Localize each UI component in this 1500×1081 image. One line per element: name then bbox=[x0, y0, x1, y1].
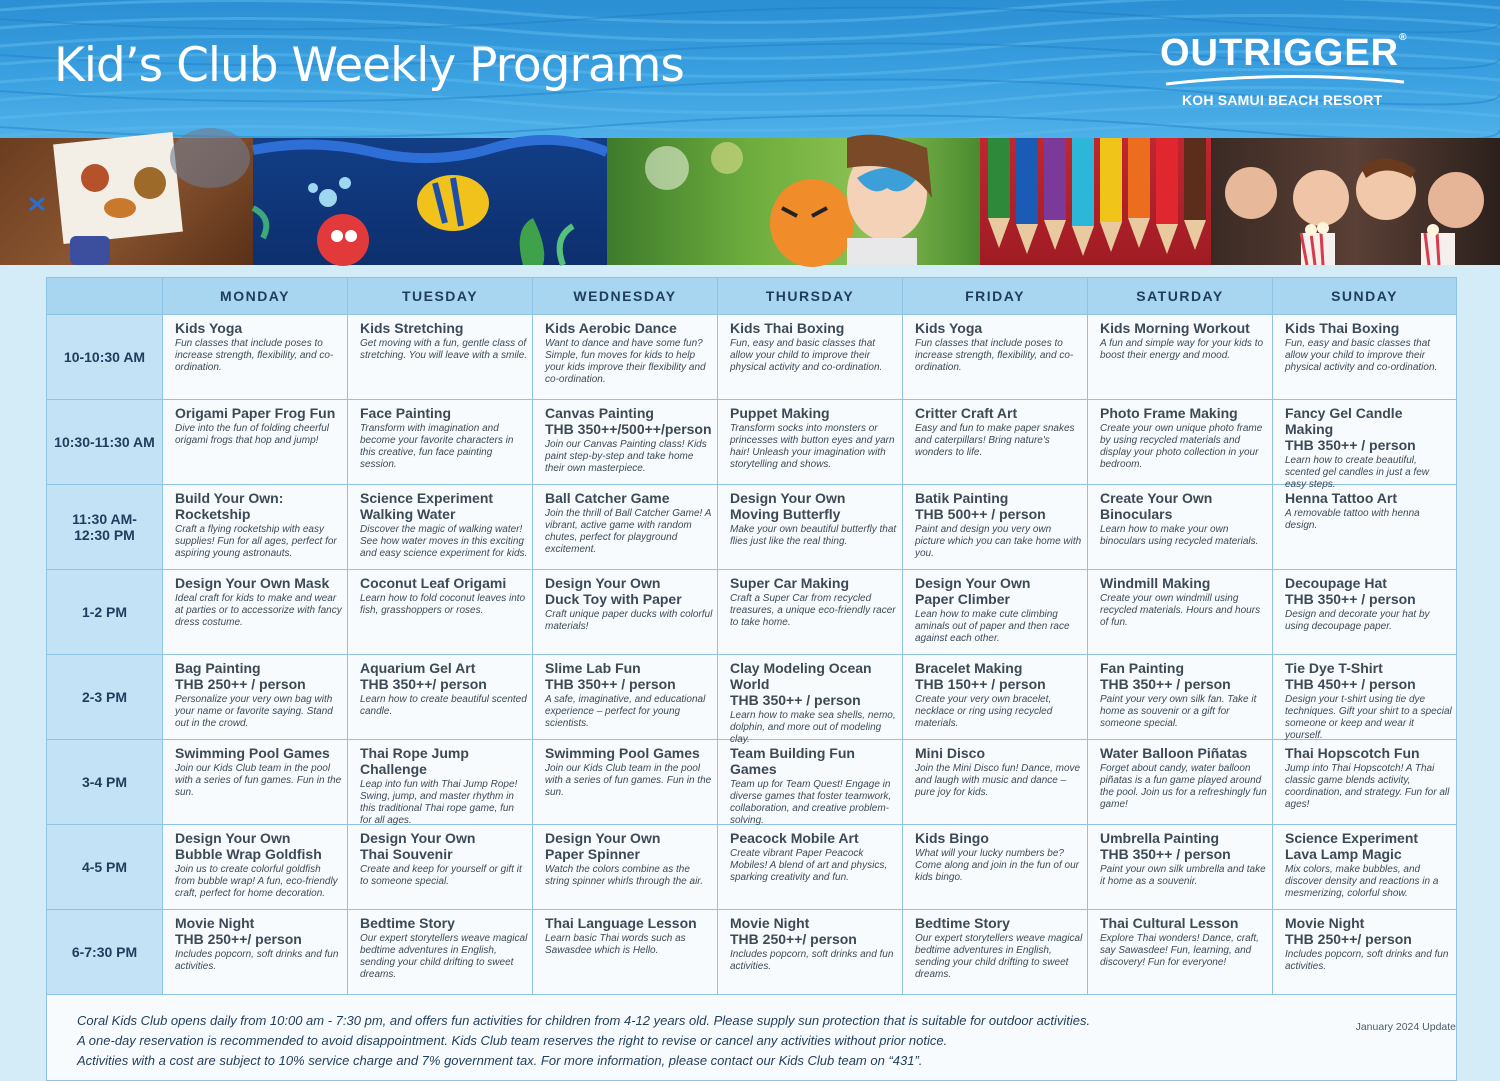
activity-title: Design Your Own Bubble Wrap Goldfish bbox=[175, 830, 322, 862]
activity-description: Fun classes that include poses to increase strength, flexibility, and co-ordination. bbox=[175, 338, 334, 373]
activity-description: Make your own beautiful butterfly that flies just like the real thing. bbox=[730, 524, 897, 547]
activity-title: Design Your Own Thai Souvenir bbox=[360, 830, 476, 862]
activity-title: Peacock Mobile Art bbox=[730, 830, 859, 846]
header-corner bbox=[47, 278, 163, 315]
activity-cell bbox=[533, 740, 718, 825]
activity-description: Design your t-shirt using tie dye techniques. Gift your shirt to a special someone or keep and wear it yourself. bbox=[1285, 694, 1452, 741]
time-slot-row bbox=[47, 400, 1457, 485]
activity-description: A fun and simple way for your kids to boost their energy and mood. bbox=[1100, 338, 1264, 361]
activity-title: Batik Painting THB 500++ / person bbox=[915, 490, 1046, 522]
activity-title: Thai Hopscotch Fun bbox=[1285, 745, 1420, 761]
activity-cell bbox=[903, 570, 1088, 655]
activity-description: Includes popcorn, soft drinks and fun activities. bbox=[730, 949, 894, 972]
activity-title: Super Car Making bbox=[730, 575, 850, 591]
activity-description: Learn basic Thai words such as Sawasdee which is Hello. bbox=[545, 933, 686, 956]
activity-cell bbox=[533, 315, 718, 400]
activity-description: A safe, imaginative, and educational experience – perfect for young scientists. bbox=[545, 694, 706, 729]
activity-cell bbox=[163, 315, 348, 400]
activity-cell bbox=[348, 910, 533, 995]
activity-description: Craft a flying rocketship with easy supplies! Fun for all ages, perfect for aspiring young astronauts. bbox=[175, 524, 337, 559]
colored-pencils-photo bbox=[980, 138, 1211, 265]
activity-title: Movie Night THB 250++/ person bbox=[175, 915, 302, 947]
activity-title: Create Your Own Binoculars bbox=[1100, 490, 1213, 522]
activity-description: Transform with imagination and become your favorite characters in this creative, fun face painting session. bbox=[360, 423, 514, 470]
brand-name: OUTRIGGER® bbox=[1160, 32, 1408, 74]
activity-cell bbox=[348, 570, 533, 655]
activity-cell bbox=[1273, 740, 1457, 825]
activity-description: Join our Kids Club team in the pool with a series of fun games. Fun in the sun. bbox=[545, 763, 712, 798]
activity-title: Thai Cultural Lesson bbox=[1100, 915, 1239, 931]
activity-description: Team up for Team Quest! Engage in diverse games that foster teamwork, collaboration, and creative problem-solving. bbox=[730, 779, 892, 826]
activity-description: Our expert storytellers weave magical bedtime adventures in English, sending your child drifting to sweet dreams. bbox=[360, 933, 528, 980]
activity-description: Create your own unique photo frame by using recycled materials and display your photo collection in your bedroom. bbox=[1100, 423, 1263, 470]
activity-cell bbox=[533, 570, 718, 655]
activity-title: Thai Language Lesson bbox=[545, 915, 697, 931]
day-header-wednesday: WEDNESDAY bbox=[533, 278, 718, 315]
resort-name: KOH SAMUI BEACH RESORT bbox=[1182, 92, 1383, 108]
activity-cell bbox=[163, 825, 348, 910]
day-header-sunday: SUNDAY bbox=[1273, 278, 1457, 315]
activity-cell bbox=[718, 740, 903, 825]
time-slot-label: 11:30 AM- 12:30 PM bbox=[47, 485, 163, 570]
activity-description: Includes popcorn, soft drinks and fun activities. bbox=[1285, 949, 1449, 972]
logo-swoosh-icon bbox=[1164, 74, 1406, 88]
activity-cell bbox=[1273, 825, 1457, 910]
activity-cell bbox=[903, 825, 1088, 910]
day-header-row bbox=[47, 278, 1457, 315]
time-slot-row bbox=[47, 655, 1457, 740]
activity-cell bbox=[718, 825, 903, 910]
activity-description: What will your lucky numbers be? Come along and join in the fun of our kids bingo. bbox=[915, 848, 1079, 883]
activity-title: Face Painting bbox=[360, 405, 452, 421]
activity-description: Create vibrant Paper Peacock Mobiles! A blend of art and physics, sparking creativity and fun. bbox=[730, 848, 888, 883]
activity-description: Design and decorate your hat by using decoupage paper. bbox=[1285, 609, 1430, 632]
activity-title: Bedtime Story bbox=[915, 915, 1010, 931]
time-slot-row bbox=[47, 570, 1457, 655]
activity-description: Fun, easy and basic classes that allow your child to improve their physical activity and co-ordination. bbox=[730, 338, 883, 373]
activity-cell bbox=[1088, 485, 1273, 570]
activity-description: Discover the magic of walking water! See how water moves in this exciting and easy science experiment for kids. bbox=[360, 524, 528, 559]
activity-title: Decoupage Hat THB 350++ / person bbox=[1285, 575, 1416, 607]
activity-description: Forget about candy, water balloon piñatas is a fun game played around the pool. Join us for a refreshingly fun game! bbox=[1100, 763, 1267, 810]
page-title: Kid’s Club Weekly Programs bbox=[54, 38, 684, 93]
activity-cell bbox=[533, 825, 718, 910]
activity-title: Movie Night THB 250++/ person bbox=[730, 915, 857, 947]
activity-cell bbox=[1273, 655, 1457, 740]
activity-title: Kids Aerobic Dance bbox=[545, 320, 677, 336]
activity-title: Team Building Fun Games bbox=[730, 745, 855, 777]
day-header-friday: FRIDAY bbox=[903, 278, 1088, 315]
activity-cell bbox=[718, 570, 903, 655]
activity-description: Paint and design you very own picture which you can take home with you. bbox=[915, 524, 1082, 559]
activity-title: Kids Thai Boxing bbox=[1285, 320, 1400, 336]
time-slot-row bbox=[47, 825, 1457, 910]
activity-cell bbox=[1088, 655, 1273, 740]
activity-description: Create your own windmill using recycled materials. Hours and hours of fun. bbox=[1100, 593, 1261, 628]
activity-title: Kids Bingo bbox=[915, 830, 989, 846]
activity-title: Puppet Making bbox=[730, 405, 830, 421]
day-header-monday: MONDAY bbox=[163, 278, 348, 315]
activity-cell bbox=[903, 400, 1088, 485]
time-slot-row bbox=[47, 740, 1457, 825]
activity-cell bbox=[1088, 825, 1273, 910]
day-header-thursday: THURSDAY bbox=[718, 278, 903, 315]
activity-description: Mix colors, make bubbles, and discover density and reactions in a mesmerizing, colorful show. bbox=[1285, 864, 1439, 899]
activity-title: Photo Frame Making bbox=[1100, 405, 1238, 421]
activity-title: Windmill Making bbox=[1100, 575, 1211, 591]
activity-title: Henna Tattoo Art bbox=[1285, 490, 1397, 506]
activity-cell bbox=[903, 655, 1088, 740]
activity-cell bbox=[718, 315, 903, 400]
activity-description: Jump into Thai Hopscotch! A Thai classic game blends activity, coordination, and strategy. Fun for all ages! bbox=[1285, 763, 1450, 810]
activity-cell bbox=[533, 655, 718, 740]
activity-description: Craft a Super Car from recycled treasures, a unique eco-friendly racer to take home. bbox=[730, 593, 896, 628]
footer-row bbox=[47, 995, 1457, 1081]
activity-description: Ideal craft for kids to make and wear at parties or to accessorize with fancy dress costume. bbox=[175, 593, 342, 628]
notice-line-reservation: A one-day reservation is recommended to avoid disappointment. Kids Club team reserves the right to revise or cancel any activities without prior notice. bbox=[77, 1033, 948, 1048]
activity-title: Swimming Pool Games bbox=[545, 745, 700, 761]
activity-cell bbox=[348, 400, 533, 485]
activity-title: Umbrella Painting THB 350++ / person bbox=[1100, 830, 1231, 862]
activity-cell bbox=[1088, 315, 1273, 400]
activity-cell bbox=[163, 570, 348, 655]
header-banner bbox=[0, 0, 1500, 138]
schedule-body bbox=[47, 315, 1457, 995]
time-slot-row bbox=[47, 910, 1457, 995]
activity-cell bbox=[1273, 315, 1457, 400]
activity-description: Paint your very own silk fan. Take it home as souvenir or a gift for someone special. bbox=[1100, 694, 1257, 729]
activity-cell bbox=[348, 315, 533, 400]
activity-cell bbox=[903, 485, 1088, 570]
activity-description: Easy and fun to make paper snakes and caterpillars! Bring nature's wonders to life. bbox=[915, 423, 1075, 458]
activity-description: Join us to create colorful goldfish from bubble wrap! A fun, eco-friendly craft, perfect for home decoration. bbox=[175, 864, 338, 899]
activity-cell bbox=[348, 825, 533, 910]
activity-description: Want to dance and have some fun? Simple, fun moves for kids to help your kids improve their flexibility and co-ordination. bbox=[545, 338, 706, 385]
time-slot-label: 2-3 PM bbox=[47, 655, 163, 740]
activity-title: Mini Disco bbox=[915, 745, 986, 761]
activity-description: A removable tattoo with henna design. bbox=[1285, 508, 1420, 531]
activity-cell bbox=[1088, 910, 1273, 995]
activity-title: Fan Painting THB 350++ / person bbox=[1100, 660, 1231, 692]
activity-cell bbox=[1088, 740, 1273, 825]
activity-title: Swimming Pool Games bbox=[175, 745, 330, 761]
activity-title: Design Your Own Paper Spinner bbox=[545, 830, 661, 862]
activity-description: Leap into fun with Thai Jump Rope! Swing, jump, and master rhythm in this traditional Thai rope game, fun for all ages. bbox=[360, 779, 518, 826]
activity-title: Design Your Own Moving Butterfly bbox=[730, 490, 846, 522]
activity-cell bbox=[1273, 570, 1457, 655]
activity-title: Design Your Own Mask bbox=[175, 575, 330, 591]
activity-description: Join the Mini Disco fun! Dance, move and laugh with music and dance – pure joy for kids. bbox=[915, 763, 1081, 798]
activity-description: Learn how to create beautiful, scented gel candles in just a few easy steps. bbox=[1285, 455, 1429, 490]
activity-cell bbox=[903, 315, 1088, 400]
activity-cell bbox=[1273, 400, 1457, 490]
activity-title: Slime Lab Fun THB 350++ / person bbox=[545, 660, 676, 692]
clay-sea-creatures-photo bbox=[253, 138, 607, 265]
activity-cell bbox=[163, 740, 348, 825]
activity-cell bbox=[718, 655, 903, 745]
activity-cell bbox=[163, 910, 348, 995]
activity-description: Learn how to fold coconut leaves into fish, grasshoppers or roses. bbox=[360, 593, 526, 616]
activity-title: Origami Paper Frog Fun bbox=[175, 405, 336, 421]
time-slot-label: 10-10:30 AM bbox=[47, 315, 163, 400]
activity-title: Movie Night THB 250++/ person bbox=[1285, 915, 1412, 947]
activity-description: Create and keep for yourself or gift it to someone special. bbox=[360, 864, 522, 887]
activity-description: Join the thrill of Ball Catcher Game! A vibrant, active game with random chutes, perfect for playground excitement. bbox=[545, 508, 711, 555]
activity-cell bbox=[533, 400, 718, 485]
time-slot-row bbox=[47, 485, 1457, 570]
activity-title: Bracelet Making THB 150++ / person bbox=[915, 660, 1046, 692]
activity-title: Design Your Own Paper Climber bbox=[915, 575, 1031, 607]
activity-title: Fancy Gel Candle Making THB 350++ / person bbox=[1285, 405, 1416, 453]
activity-title: Kids Yoga bbox=[915, 320, 983, 336]
day-header-tuesday: TUESDAY bbox=[348, 278, 533, 315]
activity-cell bbox=[1273, 485, 1457, 570]
activity-cell bbox=[348, 485, 533, 570]
activity-description: Learn how to make your own binoculars using recycled materials. bbox=[1100, 524, 1259, 547]
activity-description: Fun classes that include poses to increase strength, flexibility, and co-ordination. bbox=[915, 338, 1074, 373]
activity-title: Water Balloon Piñatas bbox=[1100, 745, 1248, 761]
activity-title: Kids Stretching bbox=[360, 320, 464, 336]
activity-description: Dive into the fun of folding cheerful origami frogs that hop and jump! bbox=[175, 423, 329, 446]
outrigger-logo bbox=[1160, 30, 1410, 112]
update-note: January 2024 Update bbox=[1355, 1021, 1456, 1033]
activity-cell bbox=[348, 655, 533, 740]
time-slot-row bbox=[47, 315, 1457, 400]
activity-cell bbox=[903, 740, 1088, 825]
time-slot-label: 3-4 PM bbox=[47, 740, 163, 825]
weekly-schedule-table bbox=[46, 277, 1457, 1081]
activity-title: Canvas Painting THB 350++/500++/person bbox=[545, 405, 712, 437]
activity-title: Clay Modeling Ocean World THB 350++ / person bbox=[730, 660, 872, 708]
activity-description: Lean how to make cute climbing aminals out of paper and then race against each other. bbox=[915, 609, 1070, 644]
activity-cell bbox=[163, 485, 348, 570]
activity-title: Design Your Own Duck Toy with Paper bbox=[545, 575, 682, 607]
activity-description: Watch the colors combine as the string spinner whirls through the air. bbox=[545, 864, 704, 887]
activity-cell bbox=[533, 485, 718, 570]
activity-cell bbox=[718, 485, 903, 570]
activity-cell bbox=[718, 910, 903, 995]
activity-title: Bag Painting THB 250++ / person bbox=[175, 660, 306, 692]
activity-title: Build Your Own: Rocketship bbox=[175, 490, 284, 522]
activity-description: Join our Kids Club team in the pool with a series of fun games. Fun in the sun. bbox=[175, 763, 342, 798]
notice-box bbox=[47, 995, 1457, 1081]
activity-description: Learn how to create beautiful scented candle. bbox=[360, 694, 527, 717]
activity-title: Science Experiment Lava Lamp Magic bbox=[1285, 830, 1419, 862]
activity-title: Critter Craft Art bbox=[915, 405, 1018, 421]
leaf-craft-photo bbox=[0, 138, 253, 265]
notice-line-charges: Activities with a cost are subject to 10% service charge and 7% government tax. For more information, please contact our Kids Club team on “431”. bbox=[77, 1053, 923, 1068]
activity-description: Get moving with a fun, gentle class of stretching. You will leave with a smile. bbox=[360, 338, 528, 361]
activity-description: Transform socks into monsters or princesses with button eyes and yarn hair! Unleash your imagination with storytelling and shows. bbox=[730, 423, 895, 470]
activity-title: Aquarium Gel Art THB 350++/ person bbox=[360, 660, 487, 692]
activity-title: Bedtime Story bbox=[360, 915, 455, 931]
photo-strip bbox=[0, 138, 1500, 265]
day-header-saturday: SATURDAY bbox=[1088, 278, 1273, 315]
activity-title: Science Experiment Walking Water bbox=[360, 490, 494, 522]
activity-cell bbox=[903, 910, 1088, 995]
kids-popcorn-photo bbox=[1211, 138, 1500, 265]
activity-description: Paint your own silk umbrella and take it home as a souvenir. bbox=[1100, 864, 1266, 887]
time-slot-label: 1-2 PM bbox=[47, 570, 163, 655]
activity-title: Tie Dye T-Shirt THB 450++ / person bbox=[1285, 660, 1416, 692]
activity-description: Explore Thai wonders! Dance, craft, say Sawasdee! Fun, learning, and discovery! Fun for everyone! bbox=[1100, 933, 1259, 968]
activity-description: Join our Canvas Painting class! Kids paint step-by-step and take home their own masterpiece. bbox=[545, 439, 707, 474]
face-painting-kids-photo bbox=[607, 138, 980, 265]
activity-description: Personalize your very own bag with your name or favorite saying. Stand out in the crowd. bbox=[175, 694, 333, 729]
time-slot-label: 4-5 PM bbox=[47, 825, 163, 910]
activity-description: Fun, easy and basic classes that allow your child to improve their physical activity and co-ordination. bbox=[1285, 338, 1438, 373]
time-slot-label: 6-7:30 PM bbox=[47, 910, 163, 995]
activity-cell bbox=[163, 400, 348, 485]
activity-description: Includes popcorn, soft drinks and fun activities. bbox=[175, 949, 339, 972]
activity-cell bbox=[348, 740, 533, 825]
time-slot-label: 10:30-11:30 AM bbox=[47, 400, 163, 485]
activity-title: Thai Rope Jump Challenge bbox=[360, 745, 469, 777]
activity-cell bbox=[1088, 400, 1273, 485]
activity-description: Craft unique paper ducks with colorful materials! bbox=[545, 609, 713, 632]
activity-title: Kids Morning Workout bbox=[1100, 320, 1250, 336]
activity-cell bbox=[1273, 910, 1457, 995]
activity-title: Ball Catcher Game bbox=[545, 490, 670, 506]
activity-cell bbox=[533, 910, 718, 995]
activity-title: Kids Thai Boxing bbox=[730, 320, 845, 336]
activity-title: Coconut Leaf Origami bbox=[360, 575, 507, 591]
activity-cell bbox=[718, 400, 903, 485]
activity-cell bbox=[163, 655, 348, 740]
activity-description: Create your very own bracelet, necklace or ring using recycled materials. bbox=[915, 694, 1053, 729]
activity-description: Learn how to make sea shells, nemo, dolphin, and more out of modeling clay. bbox=[730, 710, 896, 745]
activity-title: Kids Yoga bbox=[175, 320, 243, 336]
activity-description: Our expert storytellers weave magical bedtime adventures in English, sending your child drifting to sweet dreams. bbox=[915, 933, 1083, 980]
notice-line-hours: Coral Kids Club opens daily from 10:00 am - 7:30 pm, and offers fun activities for children from 4-12 years old. Please supply sun protection that is suitable for outdoor activities. bbox=[77, 1013, 1091, 1028]
activity-cell bbox=[1088, 570, 1273, 655]
